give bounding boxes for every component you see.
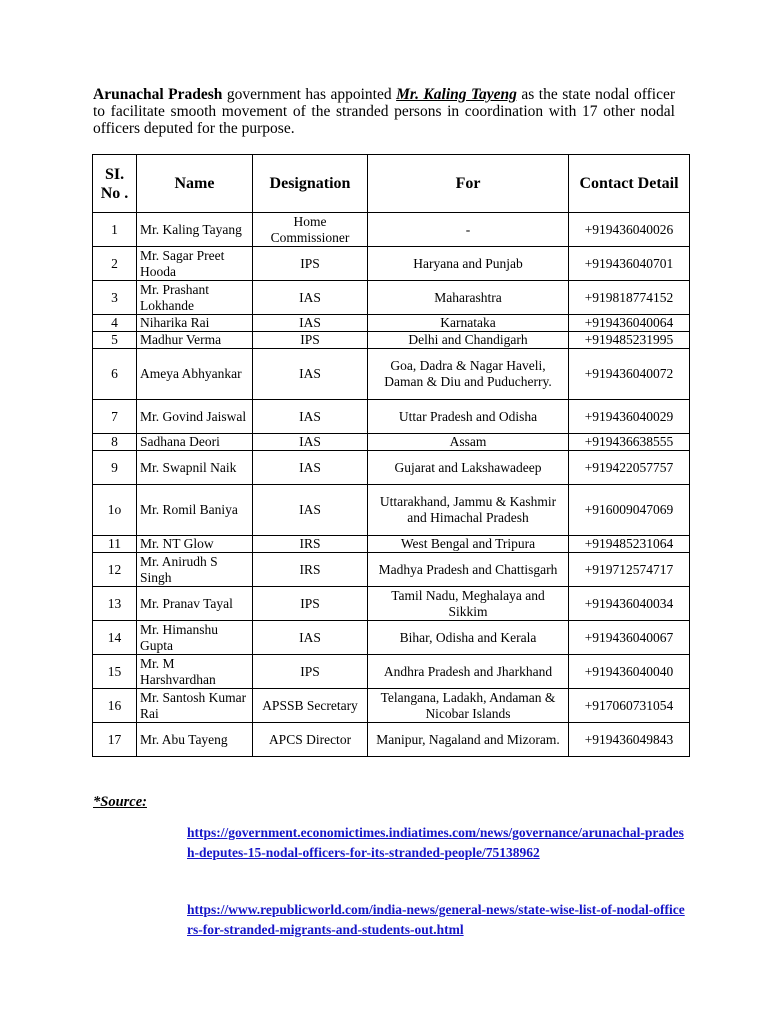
cell-name: Mr. Swapnil Naik bbox=[137, 451, 253, 485]
cell-contact: +919436040040 bbox=[569, 655, 690, 689]
cell-name: Mr. Govind Jaiswal bbox=[137, 400, 253, 434]
table-row bbox=[93, 723, 690, 757]
cell-designation: IPS bbox=[253, 587, 368, 621]
cell-name: Mr. NT Glow bbox=[137, 536, 253, 553]
cell-sl-no: 6 bbox=[93, 349, 137, 400]
table-body bbox=[93, 213, 690, 757]
source-link-republicworld[interactable]: https://www.republicworld.com/india-news/general-news/state-wise-list-of-nodal-officers-for-stranded-migrants-and-students-out.html bbox=[187, 902, 685, 937]
cell-sl-no: 2 bbox=[93, 247, 137, 281]
cell-name: Ameya Abhyankar bbox=[137, 349, 253, 400]
cell-sl-no: 17 bbox=[93, 723, 137, 757]
cell-name: Mr. Prashant Lokhande bbox=[137, 281, 253, 315]
cell-for: West Bengal and Tripura bbox=[368, 536, 569, 553]
table-row bbox=[93, 332, 690, 349]
table-row bbox=[93, 315, 690, 332]
cell-designation: IAS bbox=[253, 485, 368, 536]
table-row bbox=[93, 213, 690, 247]
officer-name: Mr. Kaling Tayeng bbox=[396, 86, 517, 103]
cell-designation: IAS bbox=[253, 451, 368, 485]
table-row bbox=[93, 587, 690, 621]
cell-designation: IRS bbox=[253, 536, 368, 553]
cell-designation: APSSB Secretary bbox=[253, 689, 368, 723]
cell-sl-no: 13 bbox=[93, 587, 137, 621]
cell-for: Uttar Pradesh and Odisha bbox=[368, 400, 569, 434]
table-row bbox=[93, 553, 690, 587]
cell-contact: +919436040072 bbox=[569, 349, 690, 400]
cell-designation: IAS bbox=[253, 434, 368, 451]
cell-contact: +919712574717 bbox=[569, 553, 690, 587]
cell-designation: IPS bbox=[253, 247, 368, 281]
cell-designation: IPS bbox=[253, 332, 368, 349]
cell-designation: IAS bbox=[253, 315, 368, 332]
cell-contact: +919485231064 bbox=[569, 536, 690, 553]
cell-contact: +919436638555 bbox=[569, 434, 690, 451]
cell-sl-no: 11 bbox=[93, 536, 137, 553]
cell-for: Uttarakhand, Jammu & Kashmir and Himachal Pradesh bbox=[368, 485, 569, 536]
cell-name: Mr. M Harshvardhan bbox=[137, 655, 253, 689]
cell-contact: +917060731054 bbox=[569, 689, 690, 723]
table-row bbox=[93, 536, 690, 553]
cell-name: Mr. Pranav Tayal bbox=[137, 587, 253, 621]
cell-contact: +916009047069 bbox=[569, 485, 690, 536]
cell-for: Telangana, Ladakh, Andaman & Nicobar Islands bbox=[368, 689, 569, 723]
cell-name: Mr. Abu Tayeng bbox=[137, 723, 253, 757]
cell-sl-no: 8 bbox=[93, 434, 137, 451]
cell-name: Mr. Sagar Preet Hooda bbox=[137, 247, 253, 281]
cell-contact: +919422057757 bbox=[569, 451, 690, 485]
header-designation: Designation bbox=[253, 155, 368, 213]
source-link-economictimes[interactable]: https://government.economictimes.indiatimes.com/news/governance/arunachal-pradesh-deputes-15-nodal-officers-for-its-stranded-people/75138962 bbox=[187, 825, 684, 860]
intro-text-2: as the state nodal officer to facilitate smooth movement of the stranded persons in coordination with 17 other nodal officers deputed for the purpose. bbox=[93, 86, 676, 137]
cell-name: Mr. Anirudh S Singh bbox=[137, 553, 253, 587]
cell-name: Madhur Verma bbox=[137, 332, 253, 349]
intro-text-1: government has appointed bbox=[226, 86, 392, 103]
table-row bbox=[93, 485, 690, 536]
cell-name: Sadhana Deori bbox=[137, 434, 253, 451]
cell-designation: APCS Director bbox=[253, 723, 368, 757]
cell-contact: +919436040701 bbox=[569, 247, 690, 281]
table-row bbox=[93, 689, 690, 723]
intro-paragraph bbox=[93, 86, 675, 137]
cell-sl-no: 1 bbox=[93, 213, 137, 247]
table-header-row bbox=[93, 155, 690, 213]
header-sl-no: SI. No . bbox=[93, 155, 137, 213]
cell-for: Bihar, Odisha and Kerala bbox=[368, 621, 569, 655]
cell-contact: +919436040034 bbox=[569, 587, 690, 621]
table-row bbox=[93, 281, 690, 315]
cell-for: Manipur, Nagaland and Mizoram. bbox=[368, 723, 569, 757]
cell-designation: IAS bbox=[253, 349, 368, 400]
cell-for: Madhya Pradesh and Chattisgarh bbox=[368, 553, 569, 587]
cell-sl-no: 7 bbox=[93, 400, 137, 434]
cell-contact: +919818774152 bbox=[569, 281, 690, 315]
cell-for: Goa, Dadra & Nagar Haveli, Daman & Diu and Puducherry. bbox=[368, 349, 569, 400]
cell-designation: IAS bbox=[253, 621, 368, 655]
cell-for: Gujarat and Lakshawadeep bbox=[368, 451, 569, 485]
table-row bbox=[93, 655, 690, 689]
cell-designation: Home Commissioner bbox=[253, 213, 368, 247]
table-row bbox=[93, 247, 690, 281]
cell-designation: IAS bbox=[253, 400, 368, 434]
cell-contact: +919436040026 bbox=[569, 213, 690, 247]
cell-designation: IPS bbox=[253, 655, 368, 689]
header-for: For bbox=[368, 155, 569, 213]
cell-designation: IAS bbox=[253, 281, 368, 315]
header-name: Name bbox=[137, 155, 253, 213]
cell-sl-no: 12 bbox=[93, 553, 137, 587]
nodal-officers-table bbox=[92, 154, 690, 757]
state-name: Arunachal Pradesh bbox=[93, 86, 223, 103]
cell-for: Haryana and Punjab bbox=[368, 247, 569, 281]
cell-for: Maharashtra bbox=[368, 281, 569, 315]
cell-contact: +919436040029 bbox=[569, 400, 690, 434]
cell-for: Assam bbox=[368, 434, 569, 451]
cell-sl-no: 9 bbox=[93, 451, 137, 485]
table-row bbox=[93, 434, 690, 451]
cell-designation: IRS bbox=[253, 553, 368, 587]
cell-sl-no: 4 bbox=[93, 315, 137, 332]
cell-name: Mr. Himanshu Gupta bbox=[137, 621, 253, 655]
cell-sl-no: 15 bbox=[93, 655, 137, 689]
cell-contact: +919436040064 bbox=[569, 315, 690, 332]
cell-sl-no: 16 bbox=[93, 689, 137, 723]
table-row bbox=[93, 349, 690, 400]
cell-sl-no: 3 bbox=[93, 281, 137, 315]
cell-name: Niharika Rai bbox=[137, 315, 253, 332]
cell-for: - bbox=[368, 213, 569, 247]
source-label: *Source: bbox=[93, 794, 147, 810]
cell-for: Andhra Pradesh and Jharkhand bbox=[368, 655, 569, 689]
cell-contact: +919436040067 bbox=[569, 621, 690, 655]
cell-sl-no: 5 bbox=[93, 332, 137, 349]
cell-name: Mr. Kaling Tayang bbox=[137, 213, 253, 247]
table-row bbox=[93, 451, 690, 485]
cell-contact: +919436049843 bbox=[569, 723, 690, 757]
cell-name: Mr. Santosh Kumar Rai bbox=[137, 689, 253, 723]
table-row bbox=[93, 400, 690, 434]
cell-name: Mr. Romil Baniya bbox=[137, 485, 253, 536]
cell-for: Delhi and Chandigarh bbox=[368, 332, 569, 349]
cell-sl-no: 14 bbox=[93, 621, 137, 655]
cell-contact: +919485231995 bbox=[569, 332, 690, 349]
cell-sl-no: 1o bbox=[93, 485, 137, 536]
cell-for: Karnataka bbox=[368, 315, 569, 332]
header-contact: Contact Detail bbox=[569, 155, 690, 213]
cell-for: Tamil Nadu, Meghalaya and Sikkim bbox=[368, 587, 569, 621]
table-row bbox=[93, 621, 690, 655]
